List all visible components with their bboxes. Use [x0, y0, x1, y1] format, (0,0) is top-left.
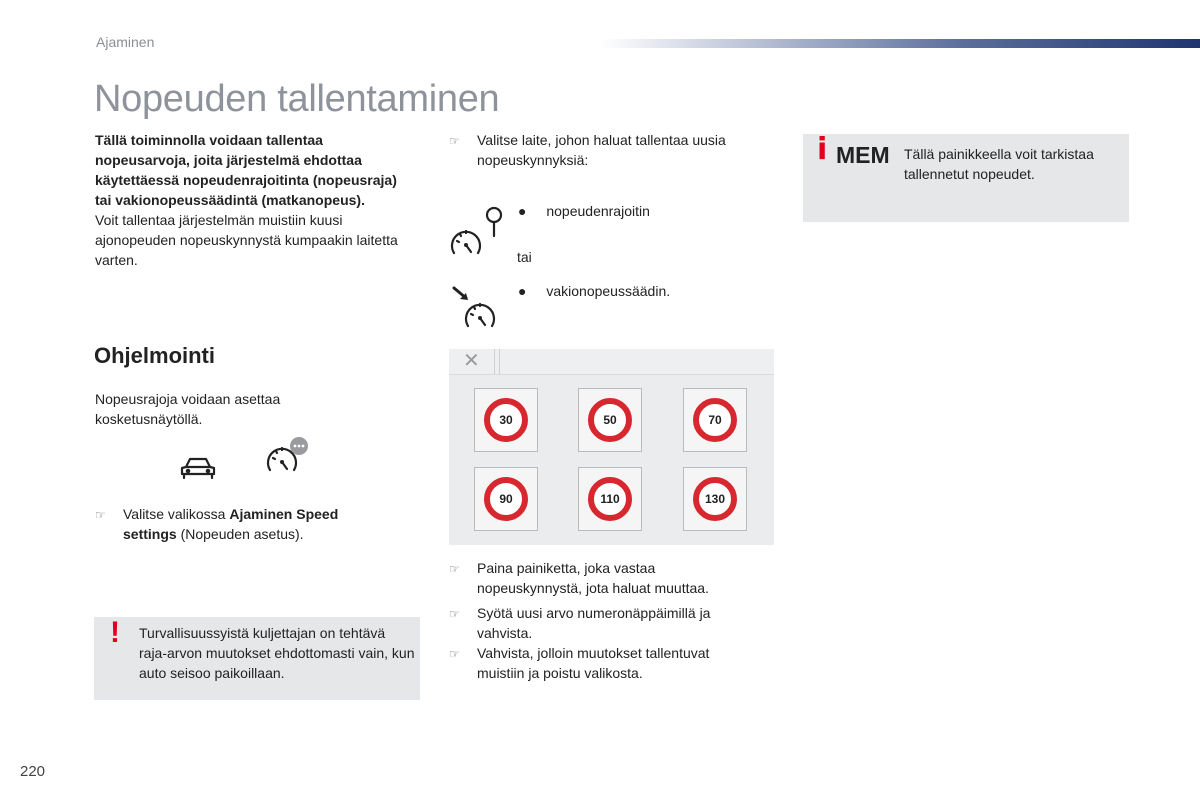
- close-tab[interactable]: [449, 349, 495, 374]
- option-limiter: [518, 201, 650, 221]
- option-cruise-label: vakionopeussäädin.: [546, 283, 671, 299]
- device-select-text: Valitse laite, johon haluat tallentaa uusia nopeuskynnyksiä:: [477, 132, 726, 168]
- mem-info-text: Tällä painikkeella voit tarkistaa tallennetut nopeudet.: [904, 146, 1094, 182]
- speed-sign: 70: [693, 398, 737, 442]
- intro-paragraph: [95, 130, 405, 270]
- bullet-dot: ●: [518, 283, 527, 299]
- pointer-icon: ☞: [95, 508, 106, 522]
- screen-toolbar: [449, 349, 774, 375]
- speed-button-130[interactable]: [683, 467, 747, 531]
- section-label: Ajaminen: [96, 34, 155, 50]
- step-item: [449, 603, 749, 643]
- speed-button-90[interactable]: [474, 467, 538, 531]
- speed-button-50[interactable]: [578, 388, 642, 452]
- option-limiter-label: nopeudenrajoitin: [546, 203, 650, 219]
- touchscreen-mockup: [449, 349, 774, 545]
- speed-button-110[interactable]: [578, 467, 642, 531]
- cruise-control-icon: [448, 282, 504, 332]
- info-icon: i: [817, 132, 828, 167]
- speed-sign: 50: [588, 398, 632, 442]
- tab-divider: [499, 349, 500, 374]
- page-title: Nopeuden tallentaminen: [94, 78, 500, 120]
- speed-sign: 130: [693, 477, 737, 521]
- pointer-icon: ☞: [449, 647, 460, 661]
- bullet-dot: ●: [518, 203, 527, 219]
- warning-text: Turvallisuussyistä kuljettajan on tehtävä raja-arvon muutokset ehdottomasti vain, kun auto seisoo paikoillaan.: [139, 625, 415, 681]
- speed-button-30[interactable]: [474, 388, 538, 452]
- mem-info-box: [803, 134, 1129, 222]
- menu-instruction: [95, 504, 395, 544]
- menu-instruction-prefix: Valitse valikossa: [123, 506, 230, 522]
- menu-path: Ajaminen Speed settings: [123, 506, 339, 542]
- speed-button-70[interactable]: [683, 388, 747, 452]
- intro-bold-text: Tällä toiminnolla voidaan tallentaa nopeusarvoja, joita järjestelmä ehdottaa käytettäessä nopeudenrajoitinta (nopeusraja) tai vakionopeussäädintä (matkanopeus).: [95, 132, 397, 208]
- intro-normal-text: Voit tallentaa järjestelmän muistiin kuusi ajonopeuden nopeuskynnystä kumpaakin laitetta varten.: [95, 212, 398, 268]
- speed-limiter-icon: [448, 203, 504, 263]
- step-text: Paina painiketta, joka vastaa nopeuskynnystä, jota haluat muuttaa.: [477, 560, 709, 596]
- programming-text: Nopeusrajoja voidaan asettaa kosketusnäytöllä.: [95, 391, 281, 427]
- warning-icon: !: [110, 616, 120, 649]
- close-icon[interactable]: ✕: [463, 350, 480, 372]
- or-label: tai: [517, 249, 532, 265]
- option-cruise: [518, 281, 670, 301]
- car-icon: [178, 454, 218, 482]
- step-text: Vahvista, jolloin muutokset tallentuvat muistiin ja poistu valikosta.: [477, 645, 710, 681]
- speed-settings-icon: [264, 436, 310, 478]
- header-bar: [600, 39, 1200, 48]
- menu-instruction-text: [123, 504, 395, 544]
- device-select-instruction: [449, 130, 769, 170]
- menu-instruction-suffix: (Nopeuden asetus).: [176, 526, 304, 542]
- pointer-icon: ☞: [449, 562, 460, 576]
- warning-box: [94, 617, 420, 700]
- pointer-icon: ☞: [449, 607, 460, 621]
- speed-sign: 90: [484, 477, 528, 521]
- pointer-icon: ☞: [449, 134, 460, 148]
- speed-sign: 110: [588, 477, 632, 521]
- programming-heading: Ohjelmointi: [94, 343, 215, 368]
- page-number: 220: [20, 763, 46, 780]
- step-item: [449, 558, 749, 598]
- step-item: [449, 643, 749, 683]
- mem-button-label: MEM: [836, 142, 890, 168]
- speed-sign: 30: [484, 398, 528, 442]
- step-text: Syötä uusi arvo numeronäppäimillä ja vahvista.: [477, 605, 711, 641]
